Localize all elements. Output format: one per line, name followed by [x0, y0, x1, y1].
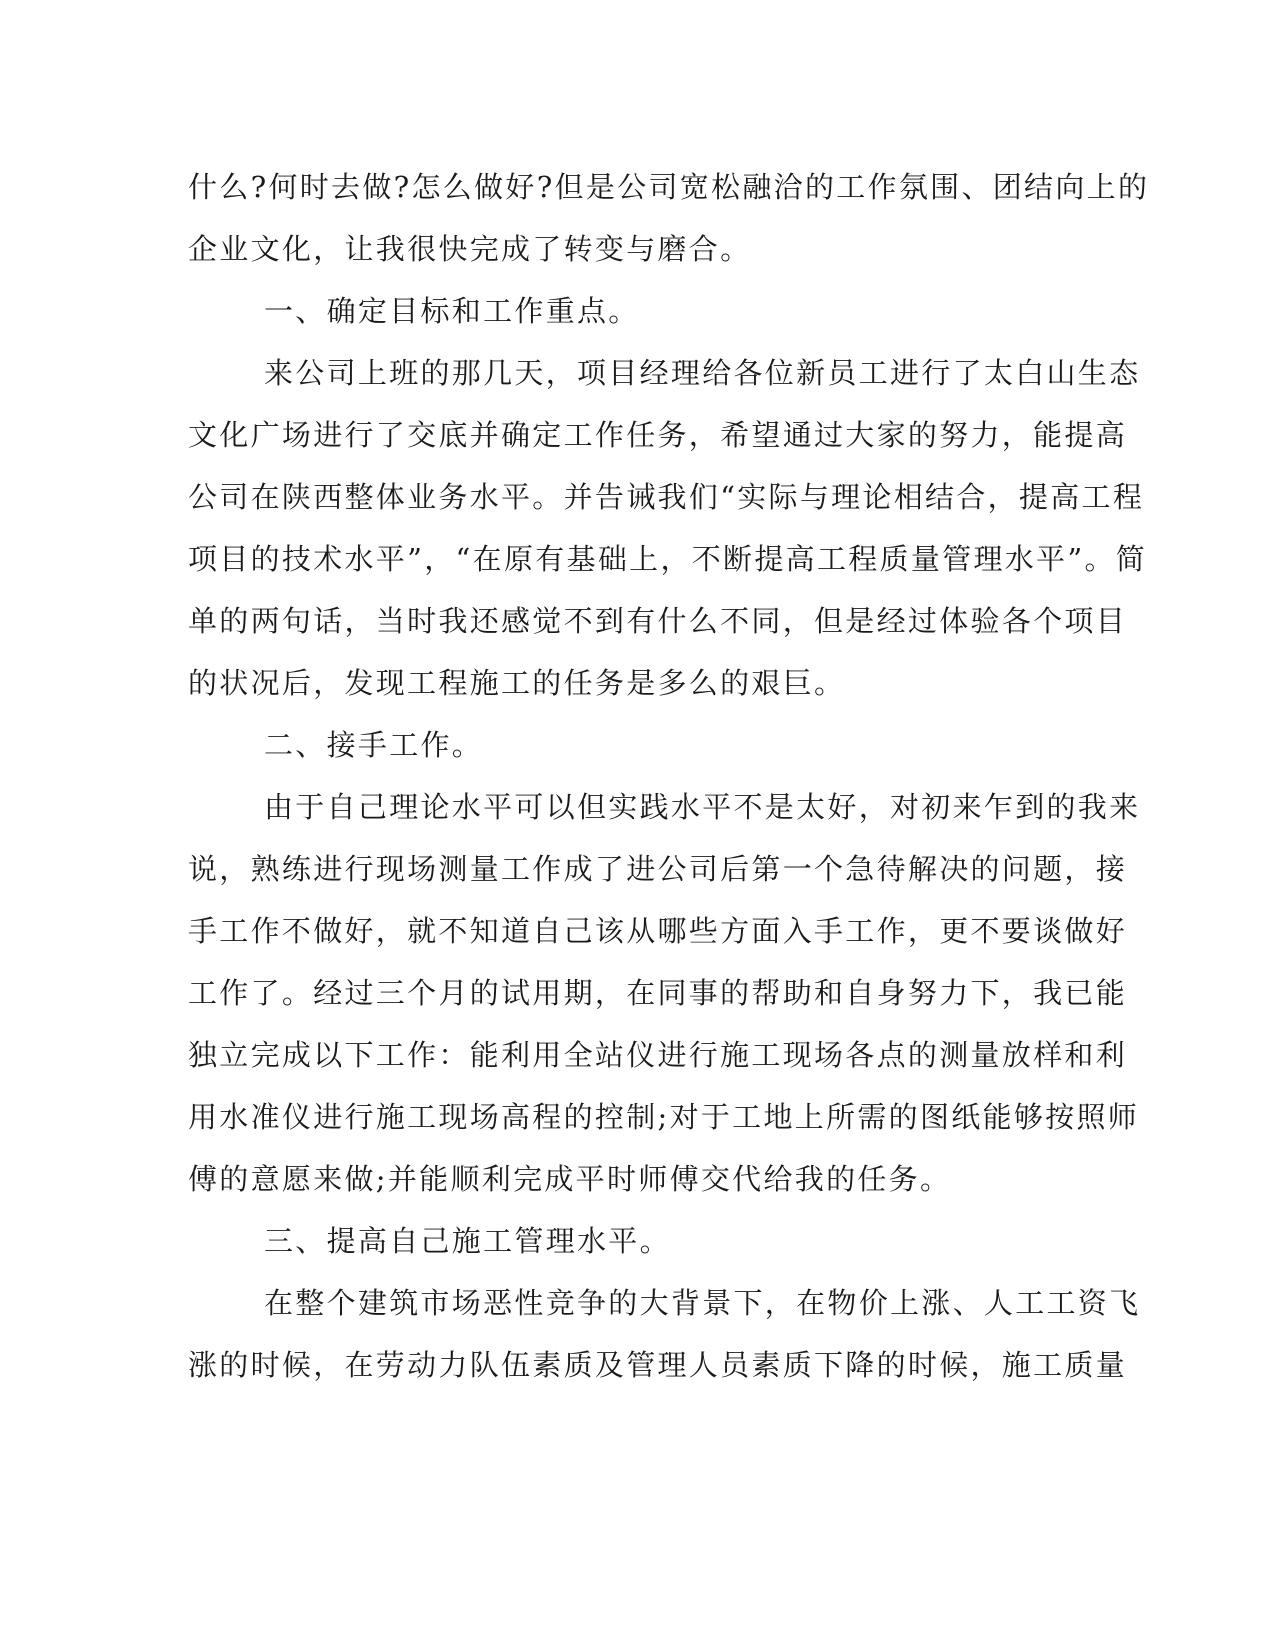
body-text: [188, 156, 1150, 1396]
text-line-20: 涨的时候，在劳动力队伍素质及管理人员素质下降的时候，施工质量: [188, 1348, 1128, 1382]
text-line-1: 什么?何时去做?怎么做好?但是公司宽松融洽的工作氛围、团结向上的: [188, 170, 1150, 204]
text-line-15: 独立完成以下工作：能利用全站仪进行施工现场各点的测量放样和利: [188, 1038, 1128, 1072]
text-line-11: 由于自己理论水平可以但实践水平不是太好，对初来乍到的我来: [264, 790, 1141, 824]
text-line-4: 来公司上班的那几天，项目经理给各位新员工进行了太白山生态: [264, 356, 1141, 390]
text-line-7: 项目的技术水平”，“在原有基础上，不断提高工程质量管理水平”。简: [188, 542, 1148, 576]
text-line-6: 公司在陕西整体业务水平。并告诫我们“实际与理论相结合，提高工程: [188, 480, 1145, 514]
section-heading-2: 二、接手工作。: [264, 728, 484, 762]
section-heading-1: 一、确定目标和工作重点。: [264, 294, 640, 328]
section-heading-3: 三、提高自己施工管理水平。: [264, 1224, 671, 1258]
text-line-17: 傅的意愿来做;并能顺利完成平时师傅交代给我的任务。: [188, 1162, 952, 1196]
text-line-13: 手工作不做好，就不知道自己该从哪些方面入手工作，更不要谈做好: [188, 914, 1128, 948]
text-line-5: 文化广场进行了交底并确定工作任务，希望通过大家的努力，能提高: [188, 418, 1128, 452]
text-line-2: 企业文化，让我很快完成了转变与磨合。: [188, 232, 752, 266]
text-line-19: 在整个建筑市场恶性竞争的大背景下，在物价上涨、人工工资飞: [264, 1286, 1141, 1320]
text-line-14: 工作了。经过三个月的试用期，在同事的帮助和自身努力下，我已能: [188, 976, 1128, 1010]
text-line-8: 单的两句话，当时我还感觉不到有什么不同，但是经过体验各个项目: [188, 604, 1128, 638]
text-line-16: 用水准仪进行施工现场高程的控制;对于工地上所需的图纸能够按照师: [188, 1100, 1140, 1134]
text-line-12: 说，熟练进行现场测量工作成了进公司后第一个急待解决的问题，接: [188, 852, 1128, 886]
text-line-9: 的状况后，发现工程施工的任务是多么的艰巨。: [188, 666, 846, 700]
